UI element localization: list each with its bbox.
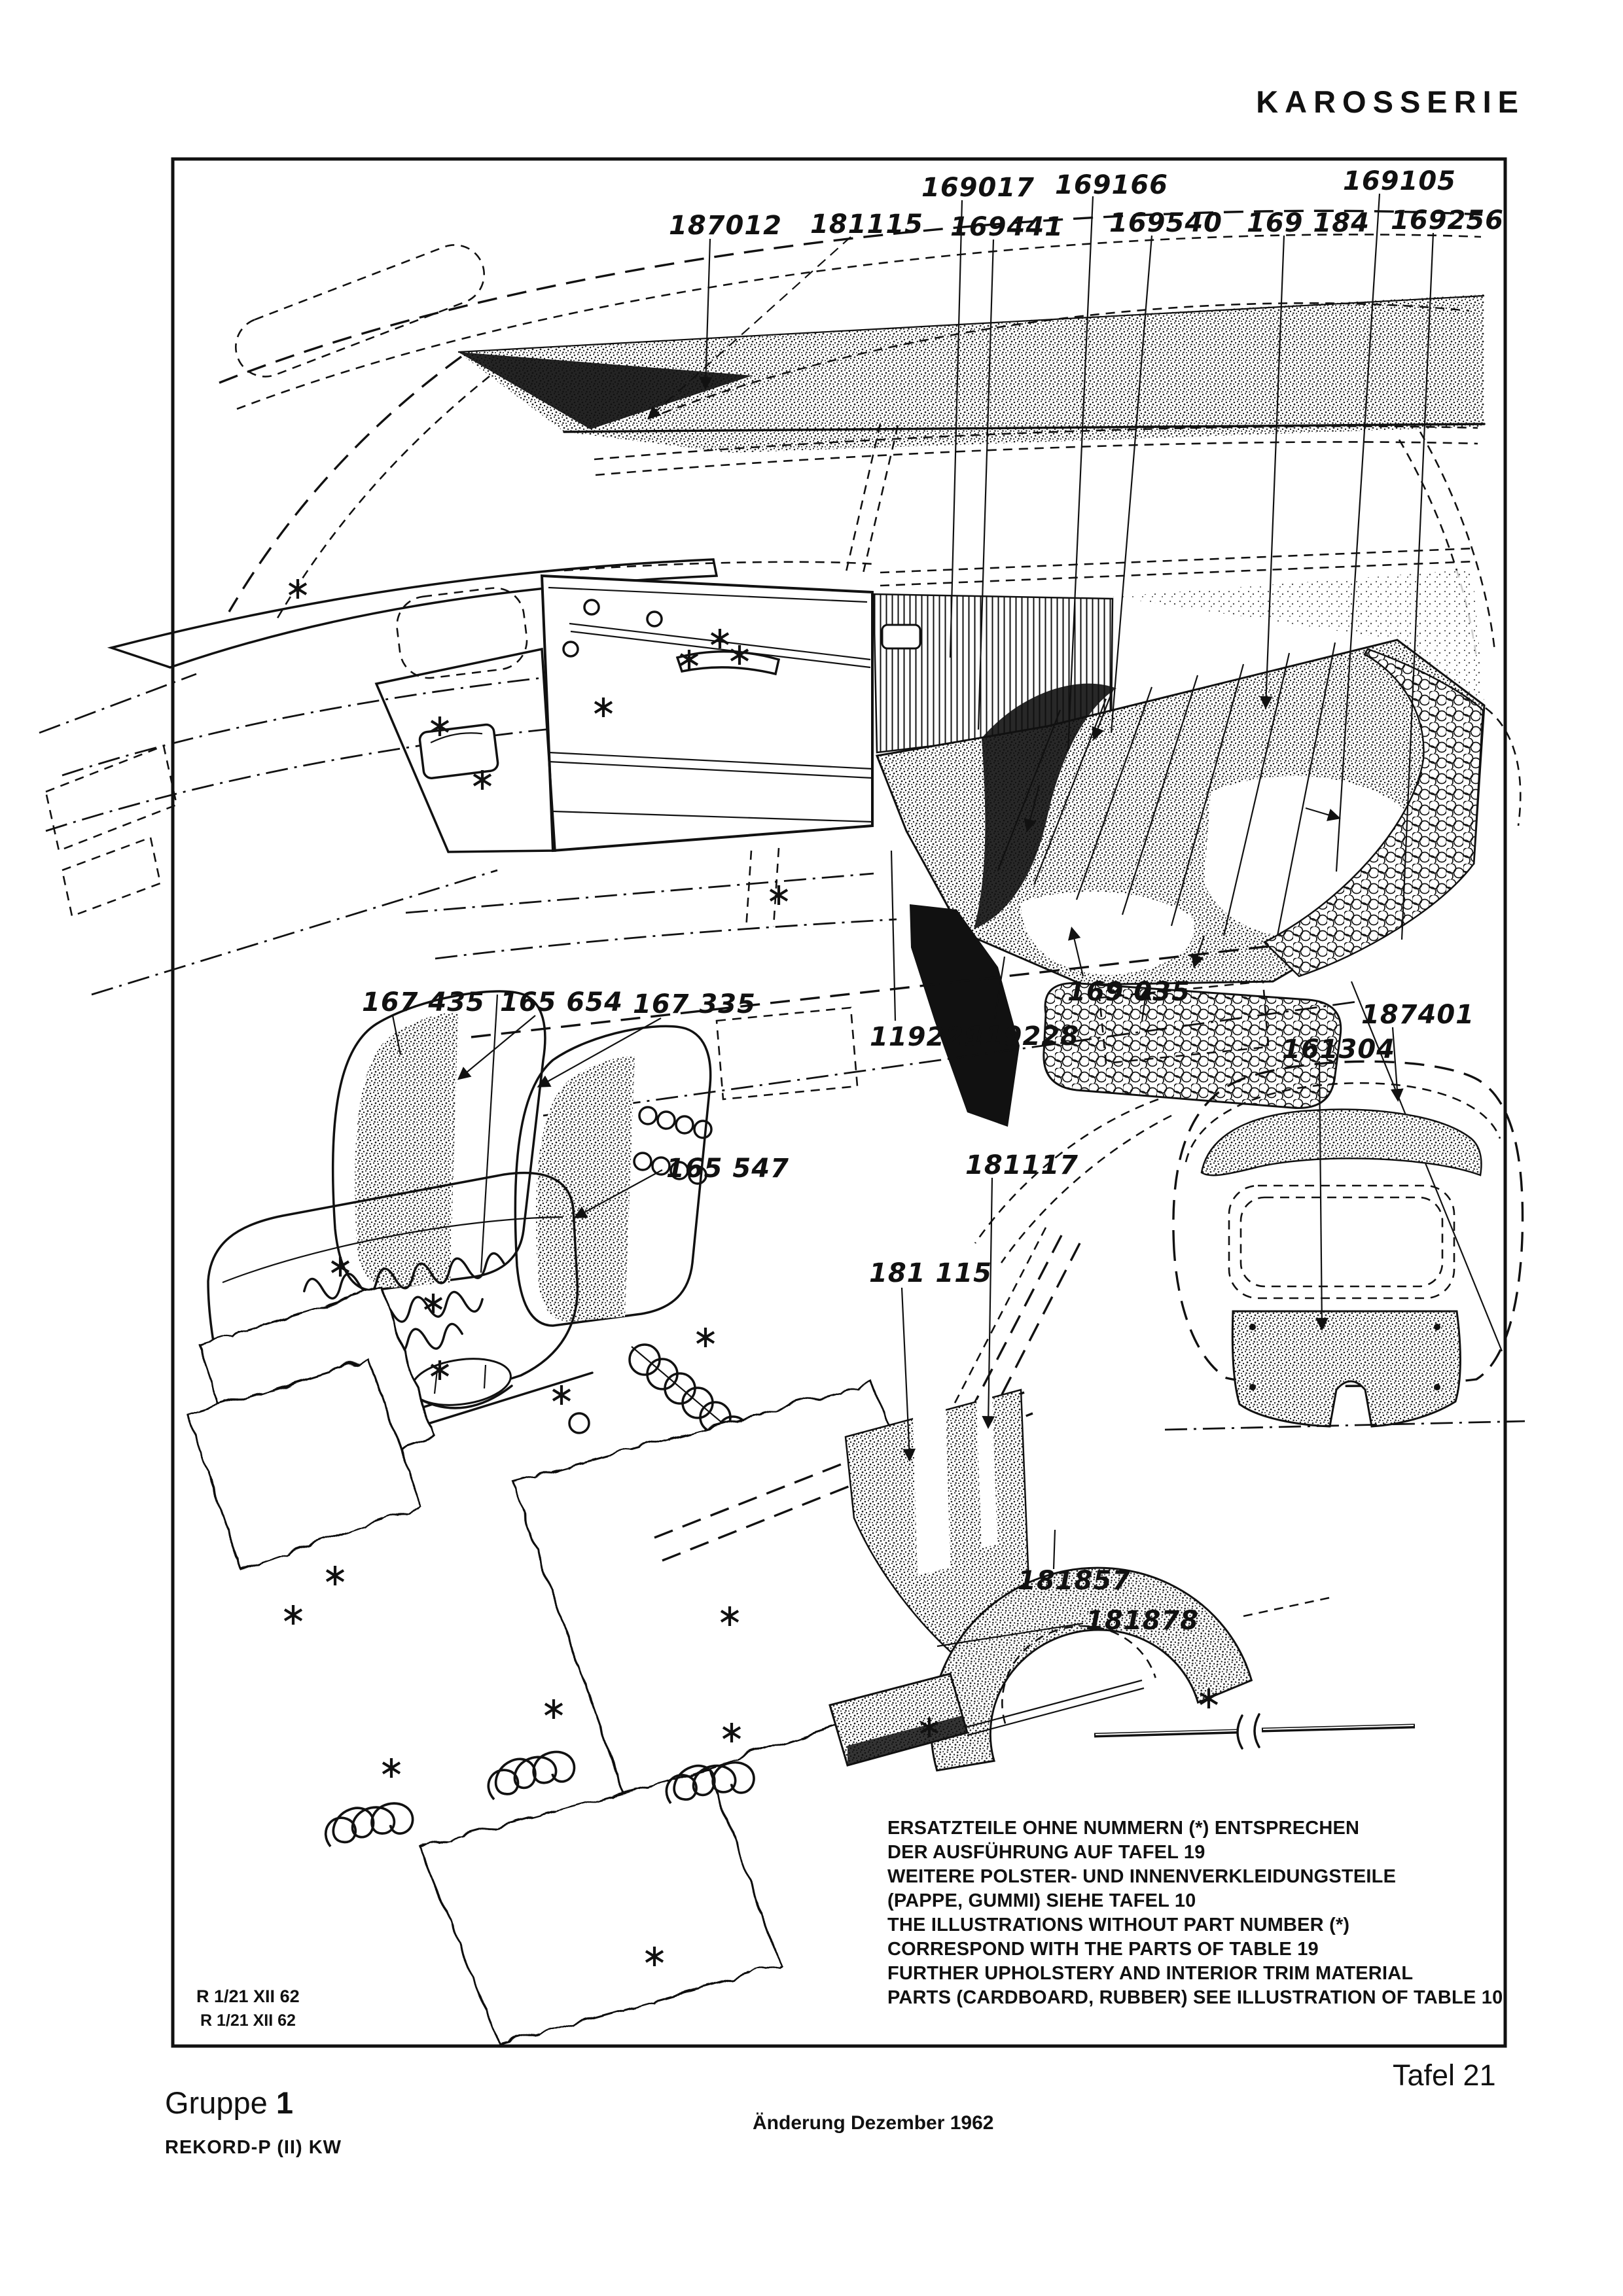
part-label-front-seat-frame: 165 547 xyxy=(666,1154,789,1184)
part-label-front-backrest-left: 167 435 xyxy=(362,987,485,1017)
backrest-left-pad xyxy=(355,1013,458,1288)
note-line: CORRESPOND WITH THE PARTS OF TABLE 19 xyxy=(887,1939,1319,1960)
revision-mark: R 1/21 XII 62 xyxy=(196,1987,300,2006)
part-label-door-trim: 169441 xyxy=(950,212,1063,242)
part-label-headliner: 187012 xyxy=(669,211,782,241)
part-label-rear-shelf: 187401 xyxy=(1361,1000,1474,1030)
note-line: FURTHER UPHOLSTERY AND INTERIOR TRIM MATERIAL xyxy=(887,1963,1414,1984)
part-label-wheel-arch-cover: 181857 xyxy=(1018,1566,1131,1596)
plate-number: Tafel 21 xyxy=(1393,2058,1496,2092)
part-label-underseat-pad-left: 119229 xyxy=(870,1022,983,1052)
page-title: KAROSSERIE xyxy=(1256,84,1525,119)
trim-rod xyxy=(1094,1714,1415,1748)
part-label-seat-welt: 169256 xyxy=(1391,205,1504,236)
note-line: WEITERE POLSTER- UND INNENVERKLEIDUNGSTEILE xyxy=(887,1866,1397,1887)
note-line: PARTS (CARDBOARD, RUBBER) SEE ILLUSTRATION OF TABLE 10 xyxy=(887,1987,1503,2008)
part-label-quarter-trim-upper: 181117 xyxy=(965,1150,1079,1180)
part-label-rear-panel: 161304 xyxy=(1282,1034,1395,1065)
part-label-roof-bow-2: 169166 xyxy=(1055,170,1168,200)
door-pocket xyxy=(419,724,499,779)
part-label-underseat-pad-right: 119228 xyxy=(966,1021,1079,1051)
part-label-seat-bolster: 169 035 xyxy=(1067,977,1190,1007)
part-label-front-backrest-center: 165 654 xyxy=(500,987,623,1017)
rear-window xyxy=(1229,1186,1454,1298)
part-label-seat-back: 169 184 xyxy=(1247,208,1370,238)
part-label-quarter-trim: 181 115 xyxy=(869,1258,992,1288)
rear-shelf-pad xyxy=(1202,1110,1481,1176)
part-label-sill-trim: 181878 xyxy=(1086,1606,1199,1636)
note-line: DER AUSFÜHRUNG AUF TAFEL 19 xyxy=(887,1842,1205,1863)
seat-hinge xyxy=(569,1413,589,1433)
floor-mats xyxy=(187,1286,982,2041)
part-label-front-backrest-right: 167 335 xyxy=(633,989,756,1019)
front-door-trim-panel xyxy=(542,576,872,851)
headliner xyxy=(458,294,1484,453)
revision-mark: R 1/21 XII 62 xyxy=(200,2011,296,2030)
part-label-seat-back-trim: 169540 xyxy=(1109,208,1222,238)
group-title xyxy=(165,2085,293,2121)
rear-panel-pad xyxy=(1232,1311,1460,1426)
group-label: Gruppe xyxy=(165,2085,268,2120)
floor-mat xyxy=(419,1767,779,2041)
group-number: 1 xyxy=(276,2085,293,2120)
part-label-windlace-top: 181115 xyxy=(810,209,923,239)
notes-block xyxy=(887,1816,1503,2010)
change-note: Änderung Dezember 1962 xyxy=(753,2112,994,2134)
model-name: REKORD-P (II) KW xyxy=(165,2137,342,2158)
part-label-roof-bow-1: 169017 xyxy=(921,173,1035,203)
note-line: ERSATZTEILE OHNE NUMMERN (*) ENTSPRECHEN xyxy=(887,1818,1360,1839)
note-line: THE ILLUSTRATIONS WITHOUT PART NUMBER (*) xyxy=(887,1915,1350,1935)
backrest-right-pad xyxy=(536,1057,635,1322)
note-line: (PAPPE, GUMMI) SIEHE TAFEL 10 xyxy=(887,1890,1196,1911)
part-label-seat-side: 169105 xyxy=(1343,166,1456,196)
